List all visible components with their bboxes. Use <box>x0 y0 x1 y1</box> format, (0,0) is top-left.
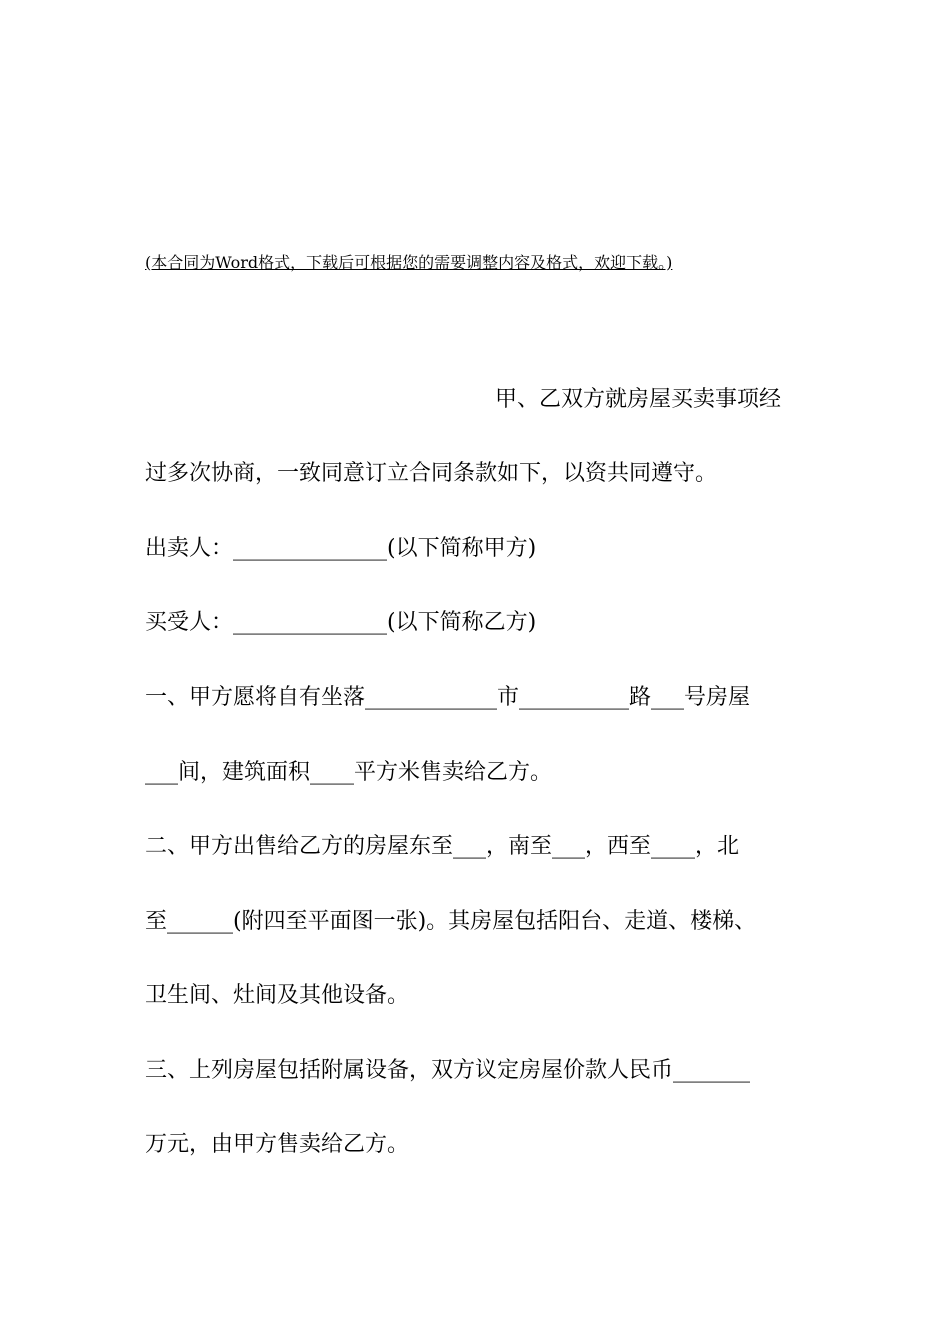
clause-one-line-1: 一、甲方愿将自有坐落____________市__________路___号房屋 <box>145 685 751 710</box>
contract-line-agreement: 过多次协商，一致同意订立合同条款如下，以资共同遵守。 <box>145 461 718 486</box>
buyer-line: 买受人：______________(以下简称乙方) <box>145 610 537 635</box>
clause-two-line-3: 卫生间、灶间及其他设备。 <box>145 983 410 1008</box>
seller-line: 出卖人：______________(以下简称甲方) <box>145 536 537 561</box>
clause-one-line-2: ___间，建筑面积____平方米售卖给乙方。 <box>145 760 553 785</box>
format-note: (本合同为Word格式，下载后可根据您的需要调整内容及格式，欢迎下载。) <box>145 253 673 272</box>
clause-three-line-2: 万元，由甲方售卖给乙方。 <box>145 1132 410 1157</box>
clause-two-line-2: 至______(附四至平面图一张)。其房屋包括阳台、走道、楼梯、 <box>145 909 757 934</box>
contract-line-intro: 甲、乙双方就房屋买卖事项经 <box>495 387 782 412</box>
clause-three-line-1: 三、上列房屋包括附属设备，双方议定房屋价款人民币_______ <box>145 1058 751 1083</box>
clause-two-line-1: 二、甲方出售给乙方的房屋东至___，南至___，西至____，北 <box>145 834 740 859</box>
